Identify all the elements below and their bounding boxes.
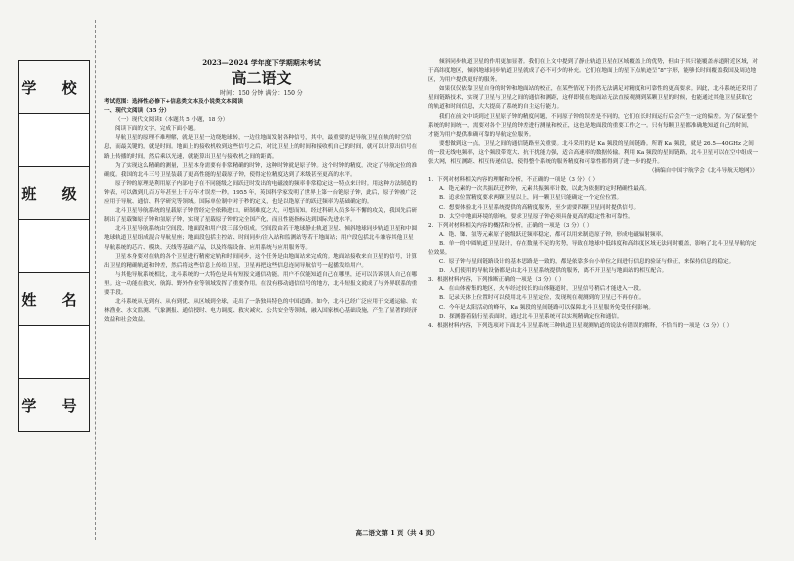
option-2b: B．单一的中圆轨道卫星设计，存在数量不足的劣势，导致在地球中低纬度和高纬度区域无法同时覆盖，影响了北斗卫星导航的定位效果。 [428, 240, 757, 256]
question-2: 2．下列对材料相关内容的概括和分析，正确的一项是（3 分）（ ） [428, 222, 593, 229]
passage-paragraph: 北斗卫星导航系统的星载原子钟曾经完全依赖进口，研制难度之大，可想而知。经过科研人员多年不懈的攻关，我国先后研制出了星载铷原子钟和氢原子钟，实现了星载原子钟的完全国产化，而且性能指标达到国际先进水平。 [104, 208, 418, 224]
passage-paragraph: 要想做到这一点，卫星之间的通信链路至关重要。北斗采用的是 Ka 频段的星间链路。所谓 Ka 频段，就是 26.5—40GHz 之间的一段无线电频率，这个频段带宽大、抗干扰能力强，适合高速率的数据传输。利用 Ka 频段的星间链路，北斗卫星可以在空中组成一张大网，相互测距、相互传递信息，使得整个系统的服务精度和可靠性都得到了进一步的提升。 [428, 140, 758, 166]
right-column [428, 58, 758, 331]
section-heading: 一、现代文阅读（35 分） [104, 108, 170, 115]
option-3d: D．探测器着陆行星表面时，通过北斗卫星系统可以实现精确定位和通信。 [439, 313, 623, 320]
option-1d: D．太空中地面环境的影响，要求卫星原子钟必须具备更高的稳定性和可靠性。 [439, 213, 634, 220]
passage-paragraph: 我们在前文中谈到过卫星原子钟的精度问题，不同原子钟的误差是不同的，它们在长时间运行后会产生一定的偏差。为了保证整个系统的时间统一，需要对各个卫星的钟差进行测量和校正，这也是地面段的重要工作之一。只有每颗卫星都准确地知道自己的时间，才能为用户提供准确可靠的导航定位服务。 [428, 113, 758, 138]
passage-paragraph: 北斗系统从无到有、从有到优、从区域到全球，走出了一条独具特色的中国道路。如今，北斗已经广泛应用于交通运输、农林渔业、水文监测、气象测报、通信授时、电力调度、救灾减灾、公共安全等领域，融入国家核心基础设施，产生了显著的经济效益和社会效益。 [104, 299, 418, 324]
left-column [104, 58, 419, 325]
option-1b: B．追求位置精度要求两颗卫星以上，同一颗卫星只能确定一个定位位置。 [439, 195, 623, 202]
name-label: 姓 名 [19, 273, 89, 326]
question-4: 4．根据材料内容，下列选项对下面北斗卫星系统三种轨道卫星观测轨道的说法有错误的解释，不恰当的一项是（3 分）（ ） [428, 322, 733, 329]
option-2a: A．铯、铷、氢等元素原子能级跃迁频率稳定，都可以用来制造原子钟，形成电磁辐射频率。 [439, 231, 667, 238]
option-1c: C．想要体验北斗卫星系统提供的高精度服务，至少需要四颗卫星同时提供信号。 [439, 204, 640, 211]
question-1: 1．下列对材料相关内容的理解和分析，不正确的一项是（3 分）（ ） [428, 177, 599, 184]
school-label: 学 校 [19, 61, 89, 114]
passage-source: （摘编自中国宇航学会《北斗导航天地网》） [648, 168, 758, 175]
passage-paragraph: 导航卫星的原理不难理解，就是卫星一边绕地球转，一边往地面发射各种信号，其中，最重要的是导航卫星在轨的时空信息，而最关键的，就是时间。地面上的接收机收到这些信号之后，对比卫星上的时间和接收机自己的时间，就可以计算出信号在路上传播的时间，然后乘以光速，就能算出卫星与接收机之间的距离。 [104, 135, 418, 160]
exam-meta: 时间：150 分钟 满分：150 分 [220, 90, 303, 97]
reading-hint: 阅读下面的文字，完成下面小题。 [115, 126, 199, 133]
option-3a: A．在山体密集的地区，火车经过较长的山体隧道时，卫星信号稍后才能进入一段。 [439, 286, 645, 293]
student-info-box [18, 60, 90, 432]
binding-dashed-line [95, 20, 96, 540]
option-2d: D．人们使用的导航设备都是由北斗卫星系统提供的服务，离不开卫星与地面站的相互配合。 [439, 268, 668, 275]
passage-paragraph: 与其他导航系统相比，北斗系统的一大特色是具有短报文通信功能。用户不仅能知道自己在哪里，还可以告诉别人自己在哪里。这一功能在救灾、航海、野外作业等领域发挥了重要作用。在没有移动通信信号的地方，北斗短报文就成了与外界联系的重要手段。 [104, 271, 418, 296]
exam-year-title: 2023—2024 学年度下学期期末考试 [202, 58, 321, 67]
class-field[interactable] [19, 220, 89, 273]
class-label: 班 级 [19, 167, 89, 220]
page-footer: 高二语文第 1 页（共 4 页） [355, 529, 439, 537]
question-3: 3．根据材料内容，下列推断正确的一项是（3 分）（ ） [428, 277, 565, 284]
option-2c: C．原子钟与星间链路设计的基本思路是一致的，都是依靠多台小单位之间进行信息的验证与修正，来保持信息的稳定。 [439, 259, 735, 266]
binding-margin [10, 60, 98, 432]
passage-paragraph: 卫星本身要对在轨的各个卫星进行精密定轨和时间同步，这个任务是由地面站来完成的。地面站接收来自卫星的信号，计算出卫星的精确轨道和钟差，然后将这些信息上传给卫星，卫星再把这些信息连同导航信号一起播发给用户。 [104, 253, 418, 269]
passage-paragraph: 如果仅仅依靠卫星自身的时钟和地面站的校正，在某些情况下仍然无法满足对精度和可靠性的更高要求。因此，北斗系统还采用了星间链路技术，实现了卫星与卫星之间的通信和测距，这样即使在地面站无法直接观测到某颗卫星的时候，也能通过其他卫星获取它的轨道和时间信息，大大提高了系统的自主运行能力。 [428, 86, 758, 111]
exam-scope: 考试范围：选择性必修下+信息类文本及小说类文本阅读 [104, 99, 243, 105]
subsection-heading: （一）现代文阅读Ⅰ（本题共 5 小题，18 分） [115, 117, 229, 124]
passage-paragraph: 倾斜同步轨道卫星的作用更加显著。我们在上文中提到了静止轨道卫星在区域覆盖上的优势，但由于其只能覆盖赤道附近区域，对于高纬度地区，倾斜地球同步轨道卫星就成了必不可少的补充。它们在地面上的星下点轨迹呈“8”字形，能够长时间覆盖我国及周边地区，为用户提供更好的服务。 [428, 59, 758, 84]
school-field[interactable] [19, 114, 89, 167]
name-field[interactable] [19, 326, 89, 379]
option-3b: B．记录天体上位置时可以使用北斗卫星定位，发现现在观测到的卫星已不再存在。 [439, 295, 645, 302]
option-1a: A．铯元素的一次共振跃迁秒钟，元素共振频率计数，以此为依据的定时精确性最高。 [439, 186, 651, 193]
passage-paragraph: 为了实现这么精确的测量，卫星本身需要有非常精确的时钟，这种时钟就是原子钟。这个时钟的精度，决定了导航定位的准确度。我国的北斗三号卫星装载了更高性能的星载原子钟，使得定位精度达到了米级甚至更高的水平。 [104, 162, 418, 178]
exam-subject-title: 高二语文 [231, 69, 292, 87]
option-3c: C．今年是太阳活动的峰年，Ka 频段的星间链路可以保障北斗卫星服务免受任何影响。 [439, 304, 654, 311]
passage-paragraph: 原子钟的原理是利用原子内部电子在不同能级之间跃迁时发出的电磁波的频率非常稳定这一特点来计时。用这种方法制造的钟表，可以做到几百万年甚至上千万年才误差一秒。1955 年，英国科学家发明了世界上第一台铯原子钟，此后，原子钟被广泛应用于导航、通信、科学研究等领域。国际单位制中对于秒的定义，也是以铯原子的跃迁频率为基础确定的。 [104, 180, 418, 206]
student-id-label: 学 号 [19, 379, 89, 431]
passage-paragraph: 北斗卫星导航系统由空间段、地面段和用户段三部分组成。空间段由若干地球静止轨道卫星、倾斜地球同步轨道卫星和中圆地球轨道卫星组成混合导航星座；地面段包括主控站、时间同步/注入站和监测站等若干地面站；用户段包括北斗兼容其他卫星导航系统的芯片、模块、天线等基础产品，以及终端设备、应用系统与应用服务等。 [104, 226, 418, 251]
